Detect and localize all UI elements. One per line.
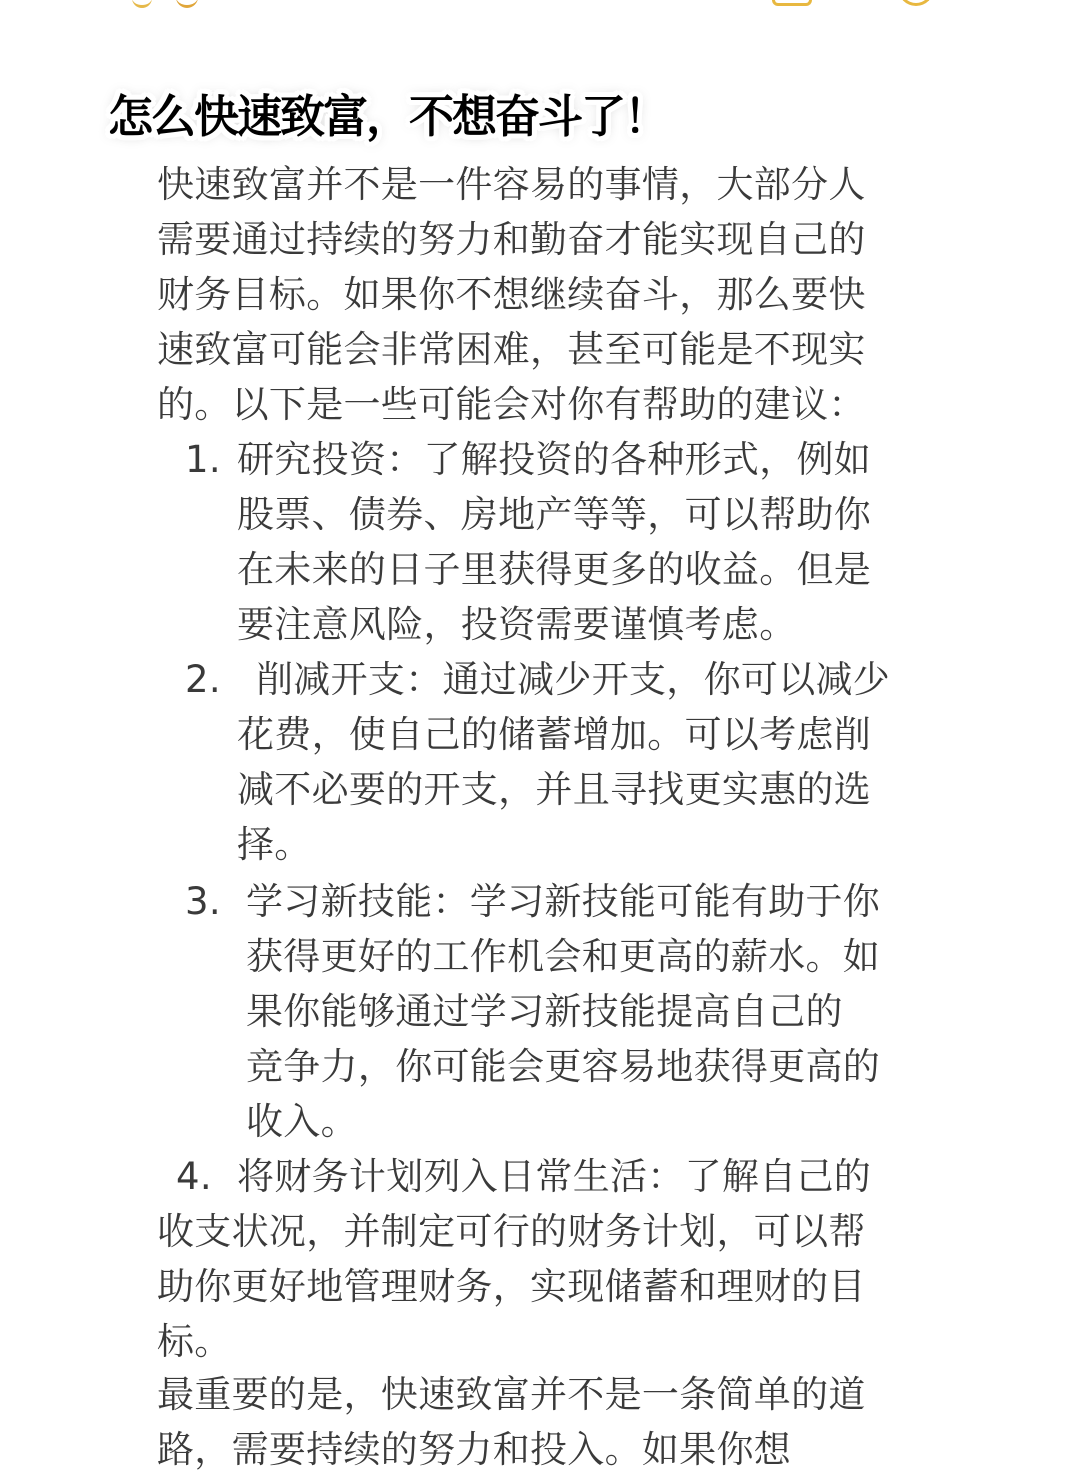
list-item-line: 花费，使自己的储蓄增加。可以考虑削	[237, 713, 872, 756]
list-item-line: 标。	[157, 1320, 232, 1363]
list-item-line: 获得更好的工作机会和更高的薪水。如	[246, 935, 881, 978]
list-item-line: 收支状况，并制定可行的财务计划，可以帮	[157, 1210, 866, 1253]
top-toolbar-remnant	[0, 0, 1080, 10]
smiley-icon	[898, 0, 934, 6]
emoji-icon	[132, 0, 152, 8]
intro-line: 快速致富并不是一件容易的事情，大部分人	[157, 163, 866, 206]
list-item-line: 收入。	[246, 1100, 358, 1143]
intro-line: 财务目标。如果你不想继续奋斗，那么要快	[157, 273, 866, 316]
intro-line: 需要通过持续的努力和勤奋才能实现自己的	[157, 218, 866, 261]
list-item-line: 削减开支：通过减少开支，你可以减少	[256, 658, 891, 701]
list-number: 3.	[185, 880, 221, 923]
list-number: 2.	[185, 658, 221, 701]
emoji-icon	[176, 0, 198, 8]
list-item-line: 股票、债券、房地产等等，可以帮助你	[237, 493, 872, 536]
list-item-line: 研究投资：了解投资的各种形式，例如	[237, 438, 872, 481]
document-icon	[772, 0, 812, 6]
list-item-line: 减不必要的开支，并且寻找更实惠的选	[237, 768, 872, 811]
intro-line: 的。以下是一些可能会对你有帮助的建议：	[157, 383, 866, 426]
conclusion-line: 路，需要持续的努力和投入。如果你想	[157, 1428, 792, 1471]
post-title: 怎么快速致富，不想奋斗了！	[108, 90, 668, 143]
list-item-line: 在未来的日子里获得更多的收益。但是	[237, 548, 872, 591]
list-item-line: 将财务计划列入日常生活：了解自己的	[237, 1155, 872, 1198]
list-item-line: 学习新技能：学习新技能可能有助于你	[246, 880, 881, 923]
list-item-line: 助你更好地管理财务，实现储蓄和理财的目	[157, 1265, 866, 1308]
intro-line: 速致富可能会非常困难，甚至可能是不现实	[157, 328, 866, 371]
list-item-line: 果你能够通过学习新技能提高自己的	[246, 990, 843, 1033]
conclusion-line: 最重要的是，快速致富并不是一条简单的道	[157, 1373, 866, 1416]
list-item-line: 竞争力，你可能会更容易地获得更高的	[246, 1045, 881, 1088]
list-item-line: 要注意风险，投资需要谨慎考虑。	[237, 603, 797, 646]
list-number: 4.	[176, 1155, 212, 1198]
list-item-line: 择。	[237, 823, 312, 866]
list-number: 1.	[185, 438, 221, 481]
